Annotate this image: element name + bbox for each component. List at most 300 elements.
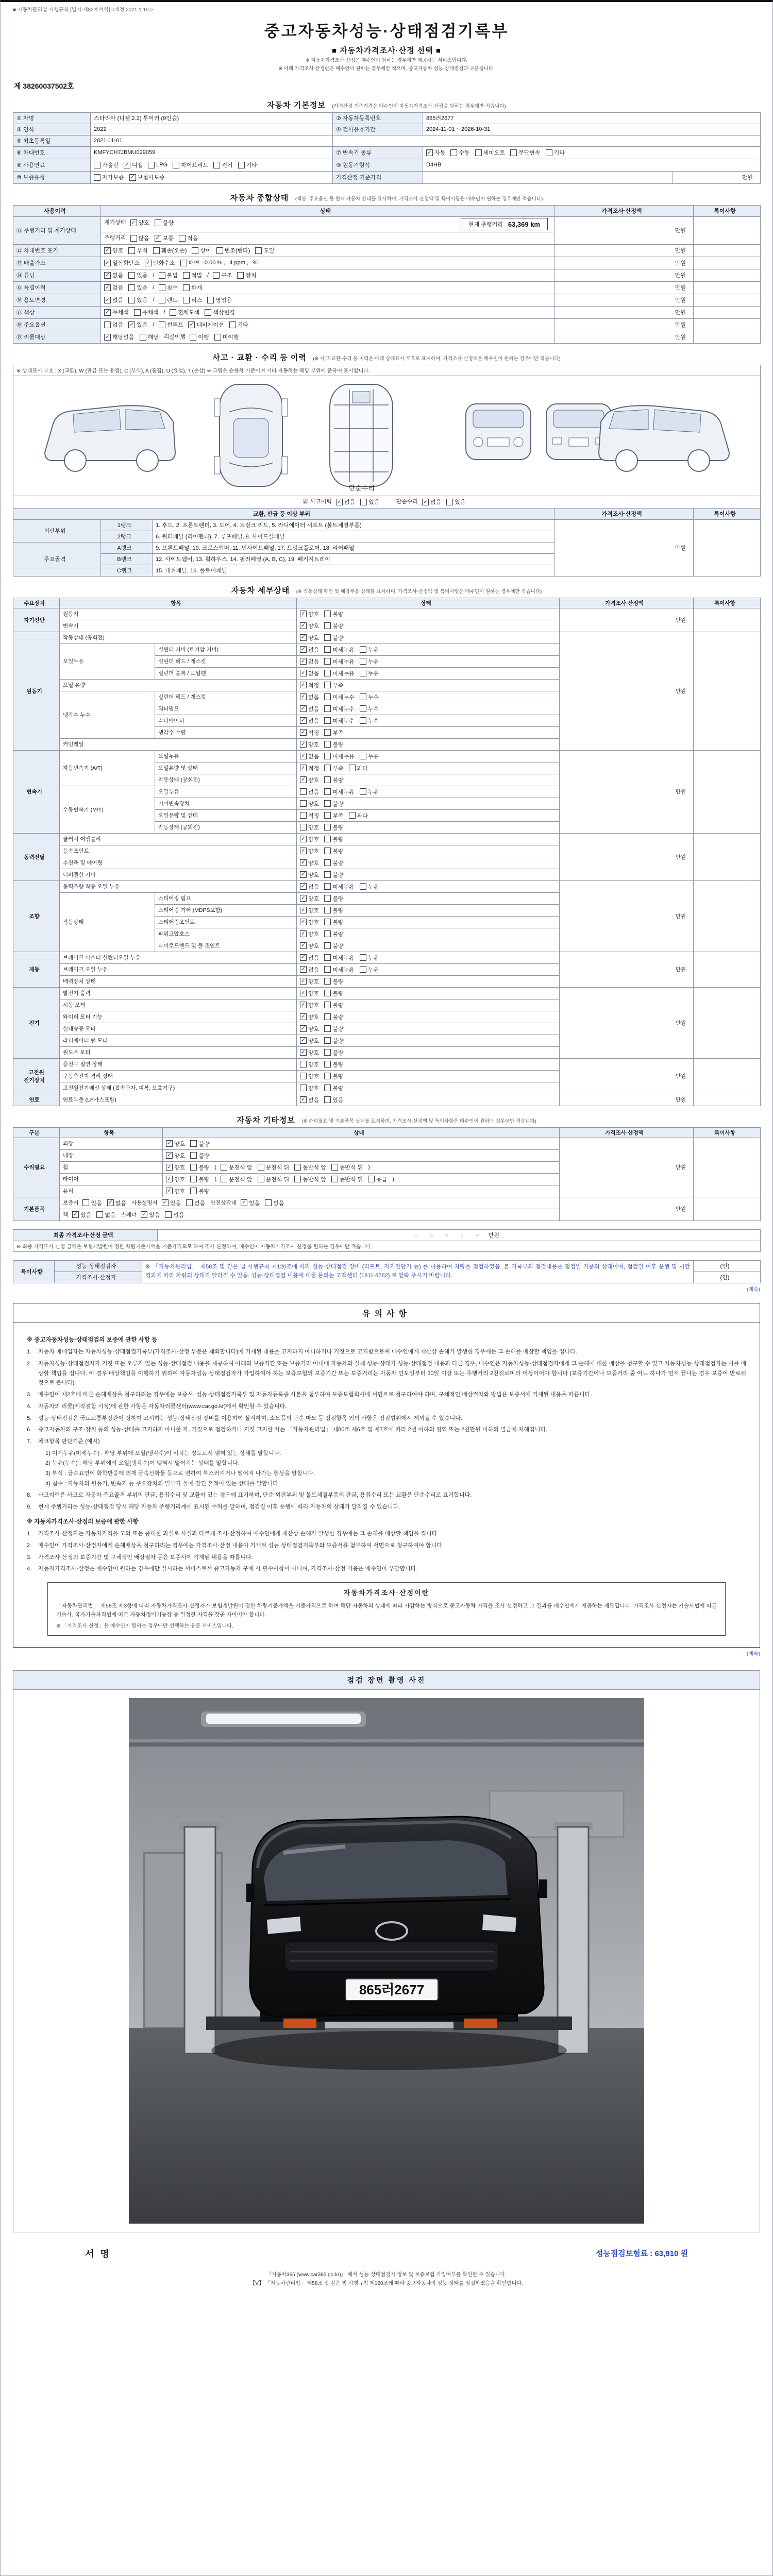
checkbox-option[interactable] xyxy=(205,308,235,316)
checkbox-option[interactable] xyxy=(324,1084,343,1092)
checkbox-option[interactable] xyxy=(324,930,343,938)
checkbox-icon[interactable] xyxy=(165,1211,172,1218)
checkbox-icon[interactable]: ✓ xyxy=(166,1164,172,1171)
checkbox-option[interactable] xyxy=(300,705,319,713)
checkbox-option[interactable] xyxy=(324,622,343,630)
checkbox-icon[interactable]: ✓ xyxy=(300,611,306,617)
checkbox-option[interactable] xyxy=(213,271,232,279)
checkbox-icon[interactable] xyxy=(324,990,331,996)
checkbox-option[interactable] xyxy=(324,752,355,760)
checkbox-icon[interactable] xyxy=(324,1013,331,1020)
checkbox-icon[interactable] xyxy=(324,776,331,783)
checkbox-icon[interactable]: ✓ xyxy=(108,1199,113,1206)
checkbox-option[interactable] xyxy=(300,930,319,938)
checkbox-option[interactable] xyxy=(360,788,379,796)
checkbox-option[interactable] xyxy=(104,320,123,329)
checkbox-icon[interactable] xyxy=(324,1061,331,1067)
checkbox-icon[interactable] xyxy=(324,848,331,854)
checkbox-option[interactable] xyxy=(300,646,319,654)
checkbox-option[interactable] xyxy=(300,693,319,701)
checkbox-icon[interactable]: ✓ xyxy=(300,1013,306,1020)
checkbox-icon[interactable]: ✓ xyxy=(162,1199,167,1206)
checkbox-icon[interactable] xyxy=(331,1164,338,1171)
checkbox-icon[interactable] xyxy=(324,1037,331,1044)
checkbox-option[interactable] xyxy=(294,1175,326,1183)
checkbox-option[interactable] xyxy=(265,1199,284,1207)
checkbox-icon[interactable] xyxy=(155,219,161,226)
checkbox-icon[interactable] xyxy=(183,272,190,279)
checkbox-icon[interactable] xyxy=(324,859,331,866)
checkbox-icon[interactable] xyxy=(360,788,366,795)
checkbox-icon[interactable] xyxy=(324,871,331,878)
checkbox-option[interactable] xyxy=(360,717,379,725)
checkbox-option[interactable] xyxy=(300,788,319,796)
checkbox-icon[interactable]: ✓ xyxy=(300,895,306,902)
checkbox-icon[interactable]: ✓ xyxy=(105,333,110,340)
checkbox-option[interactable] xyxy=(165,1211,184,1219)
checkbox-option[interactable] xyxy=(324,859,343,867)
checkbox-option[interactable] xyxy=(300,717,319,725)
checkbox-icon[interactable] xyxy=(324,800,331,807)
checkbox-icon[interactable] xyxy=(214,334,221,341)
checkbox-option[interactable] xyxy=(162,1199,181,1207)
checkbox-icon[interactable]: ✓ xyxy=(300,753,306,759)
checkbox-option[interactable] xyxy=(192,246,211,255)
checkbox-icon[interactable] xyxy=(221,1164,227,1171)
checkbox-option[interactable] xyxy=(153,246,187,255)
checkbox-icon[interactable] xyxy=(300,824,307,831)
checkbox-option[interactable] xyxy=(324,989,343,997)
checkbox-icon[interactable] xyxy=(324,682,331,688)
checkbox-option[interactable] xyxy=(324,705,355,713)
checkbox-option[interactable] xyxy=(446,498,465,506)
checkbox-option[interactable] xyxy=(183,271,202,279)
checkbox-option[interactable] xyxy=(166,1140,185,1148)
checkbox-icon[interactable] xyxy=(140,334,146,341)
checkbox-icon[interactable]: ✓ xyxy=(300,1096,306,1103)
checkbox-option[interactable] xyxy=(188,320,224,329)
checkbox-icon[interactable] xyxy=(324,705,331,712)
checkbox-option[interactable] xyxy=(360,498,379,506)
checkbox-icon[interactable]: ✓ xyxy=(300,883,306,890)
checkbox-icon[interactable] xyxy=(229,321,236,328)
checkbox-icon[interactable]: ✓ xyxy=(300,871,306,878)
checkbox-icon[interactable] xyxy=(300,788,307,795)
checkbox-option[interactable] xyxy=(190,1175,209,1183)
checkbox-option[interactable] xyxy=(104,271,123,279)
checkbox-option[interactable] xyxy=(221,1163,253,1172)
checkbox-icon[interactable] xyxy=(128,297,135,303)
checkbox-icon[interactable] xyxy=(324,765,331,771)
checkbox-option[interactable] xyxy=(324,657,355,666)
checkbox-option[interactable] xyxy=(94,173,124,181)
checkbox-icon[interactable] xyxy=(324,895,331,902)
checkbox-option[interactable] xyxy=(128,283,147,292)
checkbox-option[interactable] xyxy=(324,740,343,749)
checkbox-option[interactable] xyxy=(214,333,239,341)
checkbox-icon[interactable] xyxy=(360,717,366,724)
checkbox-option[interactable] xyxy=(475,148,506,157)
checkbox-icon[interactable]: ✓ xyxy=(105,296,110,303)
checkbox-icon[interactable] xyxy=(159,272,165,279)
checkbox-icon[interactable] xyxy=(180,260,187,266)
checkbox-option[interactable] xyxy=(324,871,343,879)
checkbox-icon[interactable] xyxy=(349,812,356,819)
checkbox-icon[interactable] xyxy=(82,1199,89,1206)
checkbox-icon[interactable] xyxy=(153,247,160,254)
checkbox-icon[interactable]: ✓ xyxy=(300,907,306,913)
checkbox-icon[interactable]: ✓ xyxy=(105,284,110,291)
checkbox-icon[interactable]: ✓ xyxy=(166,1140,172,1147)
checkbox-option[interactable] xyxy=(336,498,355,506)
checkbox-option[interactable] xyxy=(294,1163,326,1172)
checkbox-icon[interactable] xyxy=(324,1002,331,1008)
checkbox-icon[interactable]: ✓ xyxy=(166,1176,172,1182)
checkbox-icon[interactable]: ✓ xyxy=(300,776,306,783)
checkbox-option[interactable] xyxy=(324,693,355,701)
checkbox-option[interactable] xyxy=(207,296,232,304)
checkbox-icon[interactable] xyxy=(324,646,331,653)
checkbox-option[interactable] xyxy=(324,823,343,832)
checkbox-icon[interactable]: ✓ xyxy=(300,670,306,676)
checkbox-option[interactable] xyxy=(324,728,343,737)
checkbox-icon[interactable]: ✓ xyxy=(300,859,306,866)
checkbox-icon[interactable] xyxy=(170,309,176,316)
checkbox-icon[interactable]: ✓ xyxy=(427,149,432,156)
checkbox-icon[interactable]: ✓ xyxy=(300,966,306,973)
checkbox-option[interactable] xyxy=(155,234,174,242)
checkbox-icon[interactable] xyxy=(360,753,366,759)
checkbox-option[interactable] xyxy=(104,283,123,292)
checkbox-icon[interactable] xyxy=(324,954,331,961)
checkbox-icon[interactable] xyxy=(360,883,366,890)
checkbox-icon[interactable] xyxy=(130,235,137,242)
checkbox-option[interactable] xyxy=(300,918,319,926)
checkbox-option[interactable] xyxy=(300,1037,319,1045)
checkbox-icon[interactable] xyxy=(186,1199,193,1206)
checkbox-option[interactable] xyxy=(324,811,343,820)
checkbox-icon[interactable] xyxy=(324,1049,331,1056)
checkbox-option[interactable] xyxy=(129,173,165,181)
checkbox-option[interactable] xyxy=(324,835,343,843)
checkbox-option[interactable] xyxy=(104,246,123,255)
checkbox-icon[interactable] xyxy=(190,1152,197,1159)
checkbox-icon[interactable]: ✓ xyxy=(337,498,342,505)
checkbox-icon[interactable] xyxy=(324,611,331,617)
checkbox-option[interactable] xyxy=(255,246,274,255)
checkbox-icon[interactable] xyxy=(360,966,366,973)
checkbox-icon[interactable] xyxy=(324,1073,331,1079)
checkbox-icon[interactable]: ✓ xyxy=(105,247,110,253)
checkbox-icon[interactable]: ✓ xyxy=(131,219,136,226)
checkbox-icon[interactable] xyxy=(300,800,307,807)
checkbox-icon[interactable] xyxy=(324,622,331,629)
checkbox-icon[interactable] xyxy=(134,309,141,316)
checkbox-icon[interactable] xyxy=(446,499,453,505)
checkbox-icon[interactable] xyxy=(207,297,214,303)
checkbox-option[interactable] xyxy=(128,296,147,304)
checkbox-option[interactable] xyxy=(300,681,319,689)
checkbox-option[interactable] xyxy=(166,1151,185,1160)
checkbox-option[interactable] xyxy=(183,283,202,292)
checkbox-option[interactable] xyxy=(324,954,355,962)
checkbox-icon[interactable] xyxy=(510,149,517,156)
checkbox-icon[interactable] xyxy=(216,247,223,254)
checkbox-option[interactable] xyxy=(422,498,441,506)
checkbox-option[interactable] xyxy=(360,954,379,962)
checkbox-option[interactable] xyxy=(300,977,319,986)
checkbox-icon[interactable]: ✓ xyxy=(300,942,306,949)
checkbox-icon[interactable] xyxy=(324,919,331,925)
checkbox-option[interactable] xyxy=(324,646,355,654)
checkbox-option[interactable] xyxy=(96,1211,115,1219)
checkbox-icon[interactable]: ✓ xyxy=(300,705,306,712)
checkbox-icon[interactable] xyxy=(546,149,552,156)
checkbox-icon[interactable] xyxy=(179,235,186,242)
checkbox-option[interactable] xyxy=(300,622,319,630)
checkbox-icon[interactable]: ✓ xyxy=(423,498,428,505)
checkbox-option[interactable] xyxy=(324,1048,343,1057)
checkbox-option[interactable] xyxy=(159,296,178,304)
checkbox-icon[interactable]: ✓ xyxy=(105,259,110,266)
checkbox-icon[interactable]: ✓ xyxy=(300,1002,306,1008)
checkbox-icon[interactable]: ✓ xyxy=(300,729,306,736)
checkbox-option[interactable] xyxy=(324,610,343,618)
checkbox-icon[interactable]: ✓ xyxy=(300,848,306,854)
checkbox-icon[interactable] xyxy=(258,1176,264,1182)
checkbox-option[interactable] xyxy=(130,218,149,227)
checkbox-icon[interactable] xyxy=(360,499,367,505)
checkbox-option[interactable] xyxy=(216,246,250,255)
checkbox-option[interactable] xyxy=(300,800,319,808)
checkbox-option[interactable] xyxy=(183,296,202,304)
checkbox-option[interactable] xyxy=(360,705,379,713)
checkbox-option[interactable] xyxy=(300,1001,319,1009)
checkbox-icon[interactable]: ✓ xyxy=(73,1211,78,1218)
checkbox-icon[interactable] xyxy=(159,321,165,328)
checkbox-option[interactable] xyxy=(104,308,129,316)
checkbox-icon[interactable] xyxy=(213,272,220,279)
checkbox-option[interactable] xyxy=(300,811,319,820)
checkbox-option[interactable] xyxy=(324,669,355,677)
checkbox-option[interactable] xyxy=(300,1013,319,1021)
checkbox-icon[interactable] xyxy=(324,634,331,641)
checkbox-option[interactable] xyxy=(190,1187,209,1195)
checkbox-icon[interactable] xyxy=(300,1073,307,1079)
checkbox-option[interactable] xyxy=(324,906,343,914)
checkbox-icon[interactable]: ✓ xyxy=(300,658,306,665)
checkbox-option[interactable] xyxy=(300,847,319,855)
checkbox-option[interactable] xyxy=(300,1096,319,1104)
checkbox-option[interactable] xyxy=(300,989,319,997)
checkbox-icon[interactable]: ✓ xyxy=(189,321,194,328)
checkbox-icon[interactable]: ✓ xyxy=(300,765,306,771)
checkbox-option[interactable] xyxy=(300,871,319,879)
checkbox-option[interactable] xyxy=(300,1025,319,1033)
checkbox-option[interactable] xyxy=(324,1037,343,1045)
checkbox-option[interactable] xyxy=(324,977,343,986)
checkbox-icon[interactable] xyxy=(324,883,331,890)
checkbox-option[interactable] xyxy=(324,1096,343,1104)
checkbox-icon[interactable] xyxy=(159,297,165,303)
checkbox-icon[interactable] xyxy=(237,272,244,279)
checkbox-option[interactable] xyxy=(300,776,319,784)
checkbox-option[interactable] xyxy=(72,1211,91,1219)
checkbox-icon[interactable]: ✓ xyxy=(300,693,306,700)
checkbox-icon[interactable] xyxy=(300,812,307,819)
checkbox-icon[interactable] xyxy=(213,162,220,168)
checkbox-icon[interactable]: ✓ xyxy=(300,622,306,629)
checkbox-option[interactable] xyxy=(426,148,445,157)
checkbox-icon[interactable]: ✓ xyxy=(300,646,306,653)
checkbox-option[interactable] xyxy=(324,942,343,950)
checkbox-icon[interactable] xyxy=(190,334,196,341)
checkbox-icon[interactable] xyxy=(192,247,198,254)
checkbox-icon[interactable] xyxy=(360,954,366,961)
checkbox-icon[interactable] xyxy=(265,1199,272,1206)
checkbox-icon[interactable] xyxy=(324,658,331,665)
checkbox-option[interactable] xyxy=(94,161,119,169)
checkbox-icon[interactable]: ✓ xyxy=(300,930,306,937)
checkbox-option[interactable] xyxy=(128,320,147,329)
checkbox-option[interactable] xyxy=(324,1001,343,1009)
checkbox-option[interactable] xyxy=(324,1013,343,1021)
checkbox-icon[interactable] xyxy=(255,247,262,254)
checkbox-icon[interactable] xyxy=(324,1084,331,1091)
checkbox-icon[interactable] xyxy=(300,1061,307,1067)
checkbox-option[interactable] xyxy=(300,1072,319,1080)
checkbox-option[interactable] xyxy=(190,1151,209,1160)
checkbox-option[interactable] xyxy=(300,728,319,737)
checkbox-option[interactable] xyxy=(237,271,256,279)
checkbox-option[interactable] xyxy=(360,646,379,654)
checkbox-icon[interactable] xyxy=(331,1176,338,1182)
checkbox-icon[interactable] xyxy=(360,705,366,712)
checkbox-option[interactable] xyxy=(324,764,343,772)
checkbox-option[interactable] xyxy=(124,161,143,169)
checkbox-option[interactable] xyxy=(107,1199,126,1207)
checkbox-option[interactable] xyxy=(360,669,379,677)
checkbox-option[interactable] xyxy=(300,859,319,867)
checkbox-option[interactable] xyxy=(324,918,343,926)
checkbox-option[interactable] xyxy=(324,788,355,796)
checkbox-option[interactable] xyxy=(104,296,123,304)
checkbox-icon[interactable] xyxy=(300,1084,307,1091)
checkbox-icon[interactable] xyxy=(183,297,190,303)
checkbox-option[interactable] xyxy=(324,634,343,642)
checkbox-icon[interactable] xyxy=(360,646,366,653)
checkbox-icon[interactable] xyxy=(148,162,155,168)
checkbox-icon[interactable]: ✓ xyxy=(300,741,306,748)
checkbox-icon[interactable] xyxy=(128,272,135,279)
checkbox-icon[interactable]: ✓ xyxy=(124,161,129,168)
checkbox-icon[interactable] xyxy=(183,284,190,291)
checkbox-option[interactable] xyxy=(324,1025,343,1033)
checkbox-icon[interactable] xyxy=(324,1025,331,1032)
checkbox-option[interactable] xyxy=(324,717,355,725)
checkbox-icon[interactable] xyxy=(190,1176,197,1182)
checkbox-option[interactable] xyxy=(510,148,541,157)
checkbox-icon[interactable] xyxy=(94,174,100,181)
checkbox-icon[interactable] xyxy=(205,309,211,316)
checkbox-icon[interactable] xyxy=(258,1164,264,1171)
checkbox-option[interactable] xyxy=(300,669,319,677)
checkbox-icon[interactable] xyxy=(324,812,331,819)
checkbox-icon[interactable] xyxy=(324,942,331,949)
checkbox-icon[interactable]: ✓ xyxy=(166,1188,172,1194)
checkbox-option[interactable] xyxy=(300,657,319,666)
checkbox-option[interactable] xyxy=(179,234,198,242)
checkbox-option[interactable] xyxy=(134,308,159,316)
checkbox-icon[interactable] xyxy=(159,284,165,291)
checkbox-icon[interactable]: ✓ xyxy=(129,321,135,328)
checkbox-option[interactable] xyxy=(300,894,319,903)
checkbox-option[interactable] xyxy=(324,894,343,903)
checkbox-option[interactable] xyxy=(324,1060,343,1069)
checkbox-icon[interactable] xyxy=(104,321,111,328)
checkbox-icon[interactable] xyxy=(173,162,179,168)
checkbox-option[interactable] xyxy=(159,271,178,279)
checkbox-option[interactable] xyxy=(360,883,379,891)
checkbox-option[interactable] xyxy=(130,234,149,242)
checkbox-icon[interactable]: ✓ xyxy=(300,990,306,996)
checkbox-icon[interactable] xyxy=(368,1176,375,1182)
checkbox-option[interactable] xyxy=(104,259,140,267)
checkbox-option[interactable] xyxy=(190,333,209,341)
checkbox-option[interactable] xyxy=(368,1175,387,1183)
checkbox-option[interactable] xyxy=(300,954,319,962)
checkbox-option[interactable] xyxy=(300,1060,319,1069)
checkbox-icon[interactable] xyxy=(475,149,482,156)
checkbox-icon[interactable]: ✓ xyxy=(130,174,135,180)
checkbox-option[interactable] xyxy=(300,942,319,950)
checkbox-option[interactable] xyxy=(324,1072,343,1080)
checkbox-icon[interactable]: ✓ xyxy=(300,1037,306,1044)
checkbox-option[interactable] xyxy=(238,161,257,169)
checkbox-option[interactable] xyxy=(128,271,147,279)
checkbox-icon[interactable] xyxy=(294,1164,301,1171)
checkbox-icon[interactable]: ✓ xyxy=(300,1049,306,1056)
checkbox-icon[interactable] xyxy=(324,788,331,795)
checkbox-option[interactable] xyxy=(324,965,355,974)
checkbox-option[interactable] xyxy=(360,657,379,666)
checkbox-option[interactable] xyxy=(241,1199,260,1207)
checkbox-option[interactable] xyxy=(349,764,368,772)
checkbox-icon[interactable] xyxy=(324,717,331,724)
checkbox-option[interactable] xyxy=(300,1084,319,1092)
checkbox-option[interactable] xyxy=(190,1163,209,1172)
checkbox-option[interactable] xyxy=(300,634,319,642)
checkbox-icon[interactable]: ✓ xyxy=(105,309,110,315)
checkbox-option[interactable] xyxy=(148,162,167,168)
checkbox-icon[interactable]: ✓ xyxy=(105,272,110,278)
checkbox-icon[interactable]: ✓ xyxy=(300,954,306,961)
checkbox-option[interactable] xyxy=(360,965,379,974)
checkbox-icon[interactable] xyxy=(324,930,331,937)
checkbox-icon[interactable]: ✓ xyxy=(300,1025,306,1032)
checkbox-icon[interactable]: ✓ xyxy=(300,682,306,688)
checkbox-icon[interactable] xyxy=(96,1211,103,1218)
checkbox-option[interactable] xyxy=(324,800,343,808)
checkbox-icon[interactable] xyxy=(221,1176,227,1182)
checkbox-option[interactable] xyxy=(104,333,135,341)
checkbox-icon[interactable]: ✓ xyxy=(155,234,160,241)
checkbox-option[interactable] xyxy=(300,610,319,618)
checkbox-option[interactable] xyxy=(300,752,319,760)
checkbox-icon[interactable]: ✓ xyxy=(300,978,306,985)
checkbox-icon[interactable] xyxy=(128,284,135,291)
checkbox-option[interactable] xyxy=(258,1163,290,1172)
